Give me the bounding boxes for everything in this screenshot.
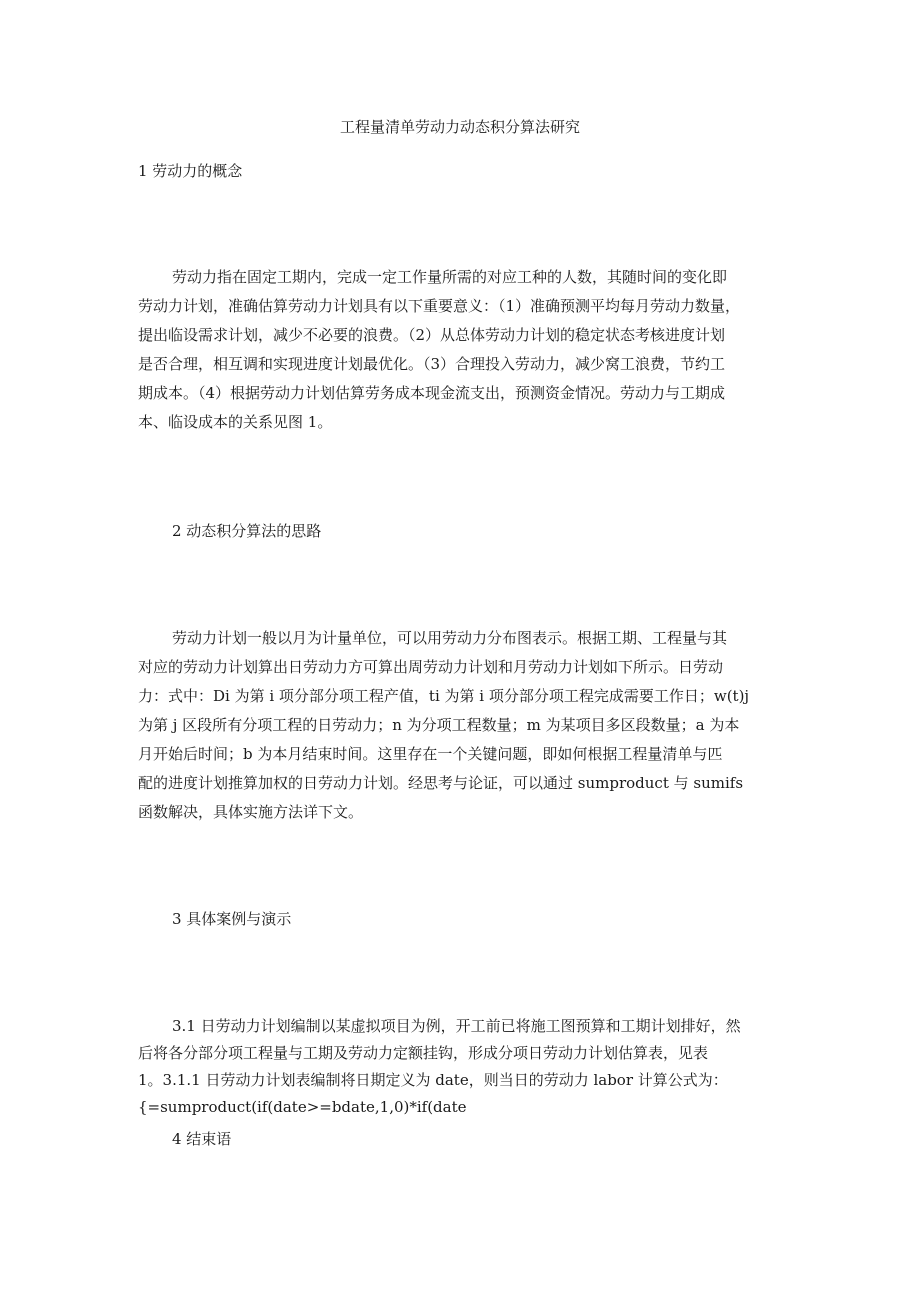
paragraph-line: 月开始后时间；b 为本月结束时间。这里存在一个关键问题，即如何根据工程量清单与匹 [138, 745, 723, 763]
paragraph-line: 对应的劳动力计划算出日劳动力方可算出周劳动力计划和月劳动力计划如下所示。日劳动 [138, 658, 724, 676]
section-heading-1: 1 劳动力的概念 [138, 162, 243, 180]
paragraph-line: 本、临设成本的关系见图 1。 [138, 413, 333, 431]
paragraph-line: 提出临设需求计划，减少不必要的浪费。（2）从总体劳动力计划的稳定状态考核进度计划 [138, 326, 726, 344]
paragraph-line: 1。3.1.1 日劳动力计划表编制将日期定义为 date，则当日的劳动力 labor 计算公式为： [138, 1071, 728, 1089]
paragraph-line: 为第 j 区段所有分项工程的日劳动力；n 为分项工程数量；m 为某项目多区段数量；a 为本 [138, 716, 740, 734]
section-heading-2: 2 动态积分算法的思路 [172, 522, 322, 540]
paragraph-line: 3.1 日劳动力计划编制以某虚拟项目为例，开工前已将施工图预算和工期计划排好，然 [172, 1017, 741, 1035]
section-heading-3: 3 具体案例与演示 [172, 910, 292, 928]
paragraph-line: 函数解决，具体实施方法详下文。 [138, 803, 364, 821]
section-paragraph-3 [138, 1013, 790, 1121]
section-heading-4: 4 结束语 [172, 1130, 232, 1148]
paragraph-line: 劳动力计划一般以月为计量单位，可以用劳动力分布图表示。根据工期、工程量与其 [172, 629, 728, 647]
document-title: 工程量清单劳动力动态积分算法研究 [339, 118, 580, 136]
paragraph-line: 期成本。（4）根据劳动力计划估算劳务成本现金流支出，预测资金情况。劳动力与工期成 [138, 384, 726, 402]
paragraph-line: 后将各分部分项工程量与工期及劳动力定额挂钩，形成分项日劳动力计划估算表，见表 [138, 1044, 709, 1062]
paragraph-line: 是否合理，相互调和实现进度计划最优化。（3）合理投入劳动力，减少窝工浪费，节约工 [138, 355, 726, 373]
paragraph-line: 力：式中：Di 为第 i 项分部分项工程产值，ti 为第 i 项分部分项工程完成需要工作日；w(t)j [138, 687, 750, 705]
section-paragraph-1 [138, 263, 790, 437]
paragraph-line: 配的进度计划推算加权的日劳动力计划。经思考与论证，可以通过 sumproduct 与 sumifs [138, 774, 744, 792]
paragraph-line: {=sumproduct(if(date>=bdate,1,0)*if(date [138, 1098, 467, 1116]
paragraph-line: 劳动力指在固定工期内，完成一定工作量所需的对应工种的人数，其随时间的变化即 [172, 268, 728, 286]
section-paragraph-2 [138, 624, 790, 827]
paragraph-line: 劳动力计划，准确估算劳动力计划具有以下重要意义：（1）准确预测平均每月劳动力数量， [138, 297, 741, 315]
